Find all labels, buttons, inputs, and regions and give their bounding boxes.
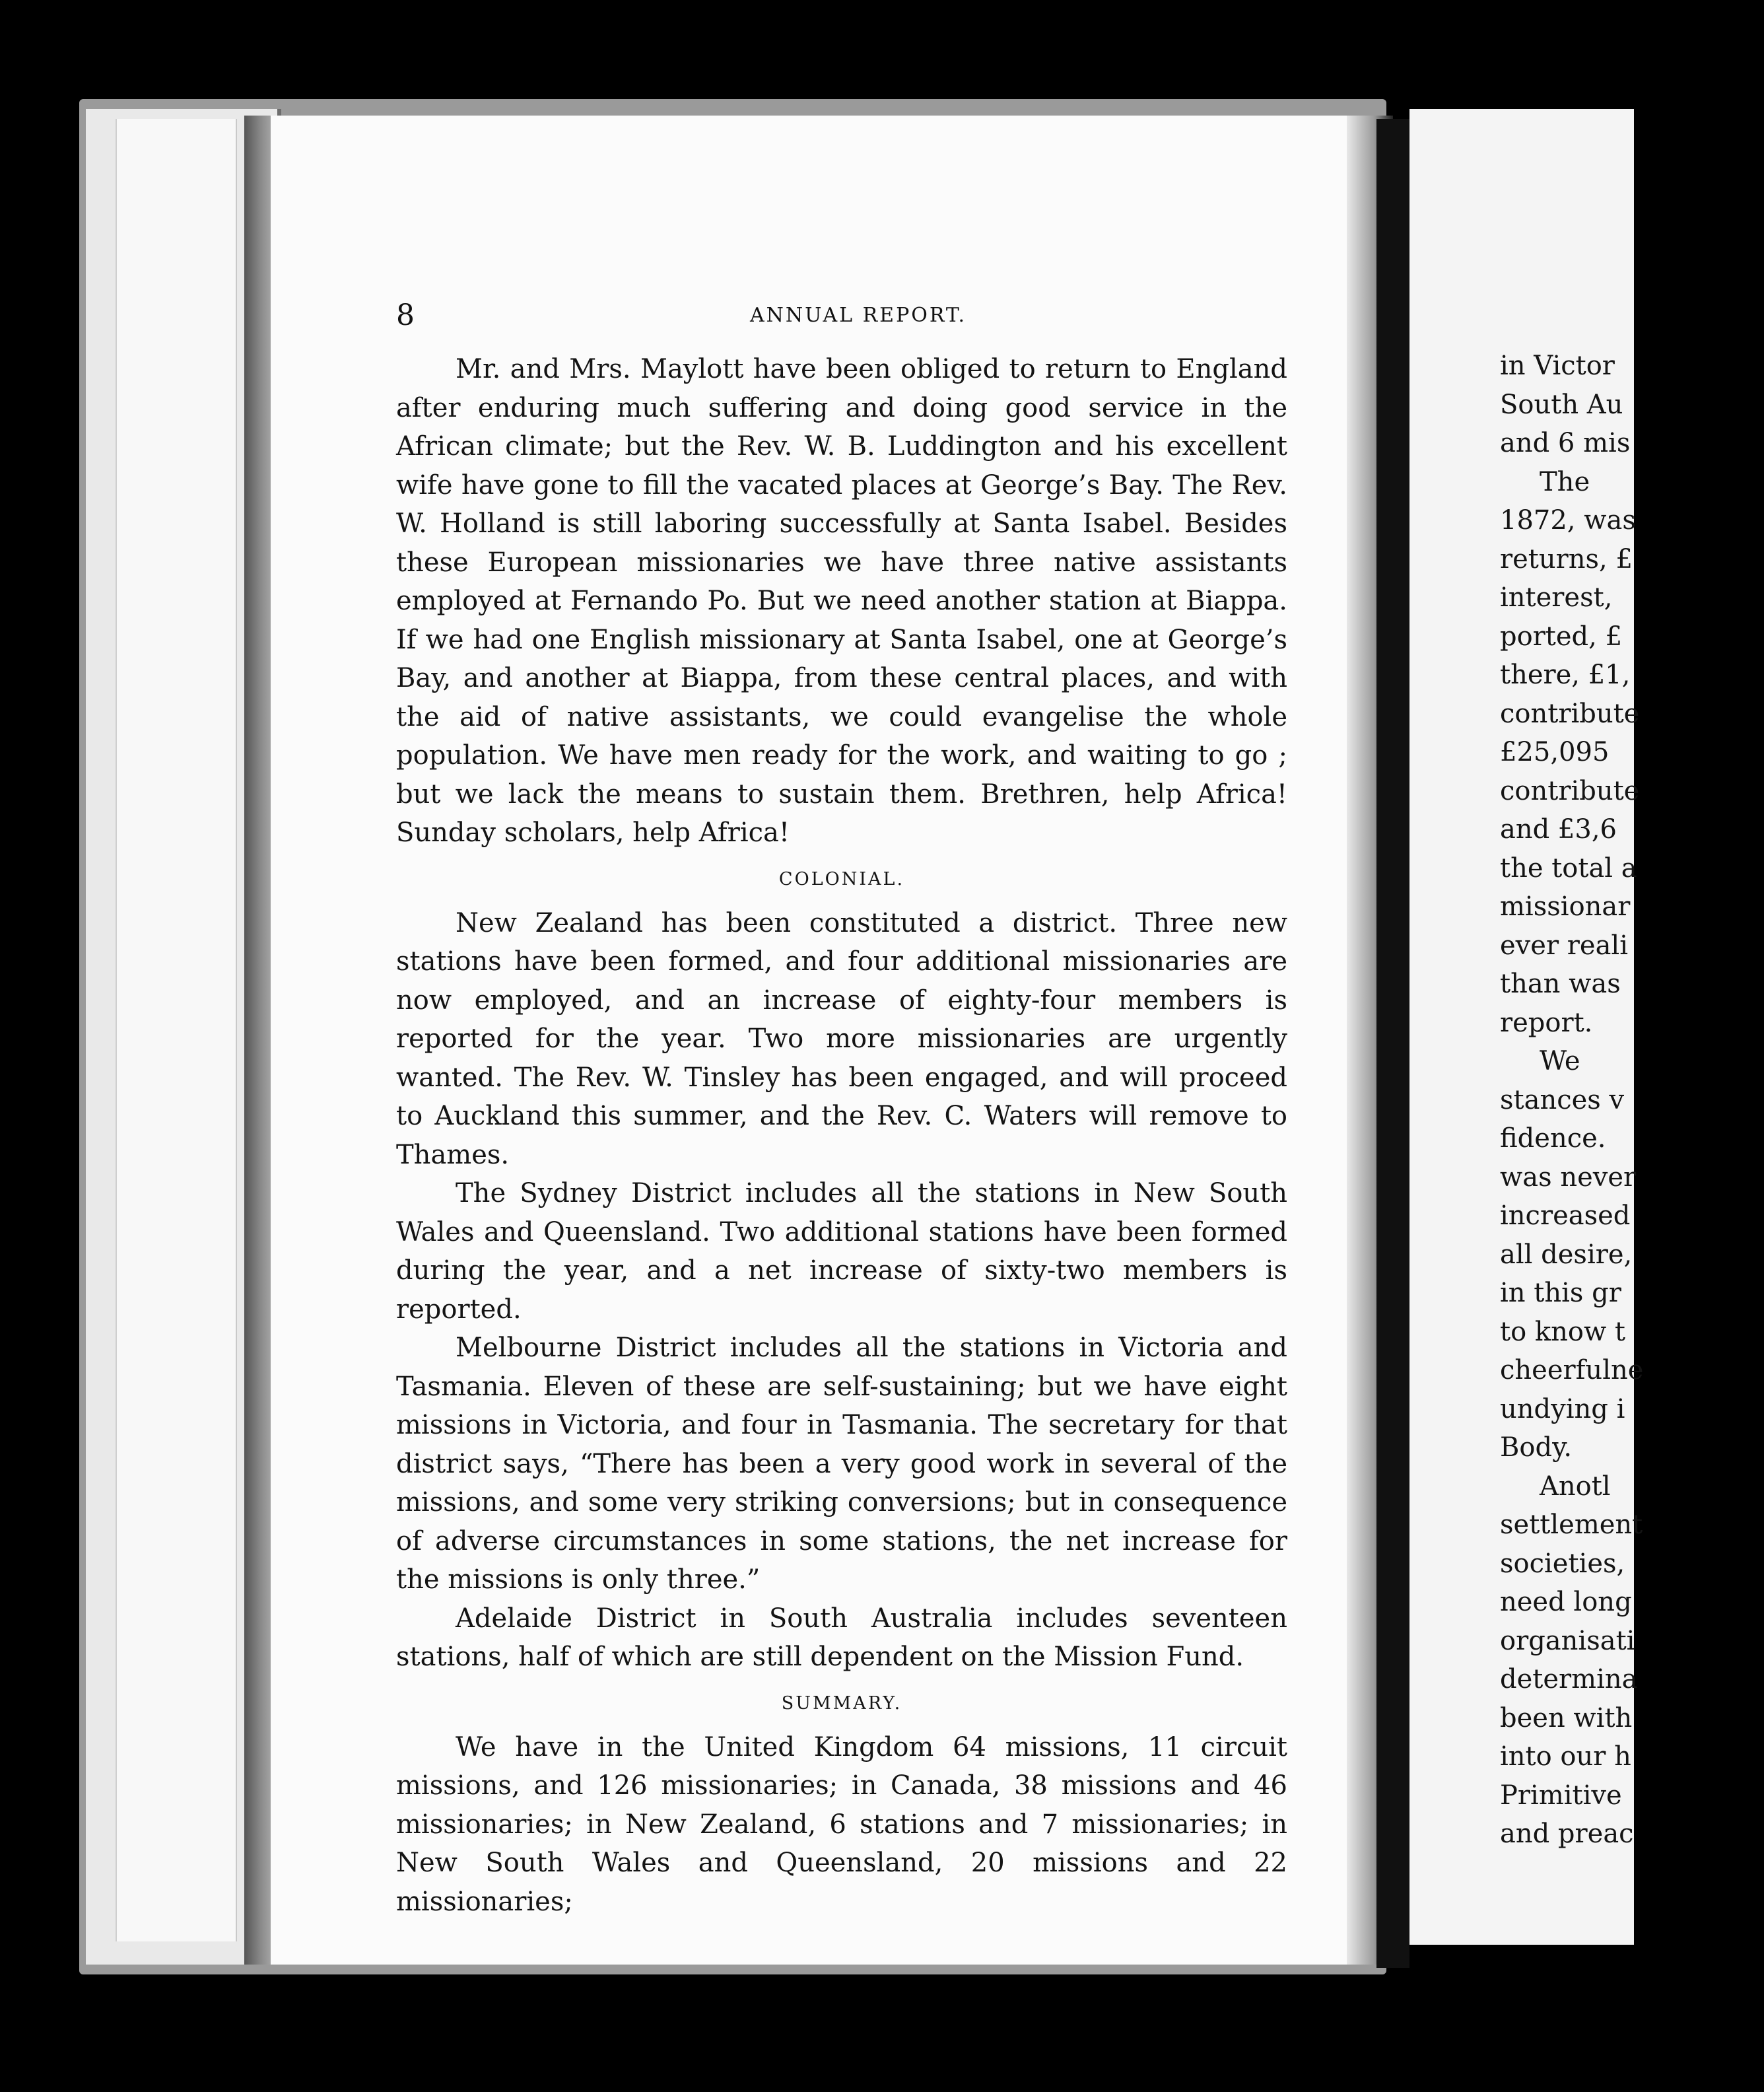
page-edges	[116, 119, 237, 1941]
right-page-line: in this gr	[1500, 1278, 1621, 1308]
right-page-line: and preac	[1500, 1819, 1634, 1849]
right-page-line: determina	[1500, 1664, 1638, 1694]
right-page-line: The	[1540, 466, 1590, 497]
paragraph: New Zealand has been constituted a district. Three new stations have been formed, and four additional missionaries are now employed, and an increase of eighty-four members is reported for the year. Two more missionaries are urgently wanted. The Rev. W. Tinsley has been engaged, and will proceed to Auckland this summer, and the Rev. C. Waters will remove to Thames.	[396, 907, 1287, 1170]
page-number: 8	[396, 298, 415, 332]
right-page-line: need long	[1500, 1587, 1632, 1617]
right-page-line: ported, £	[1500, 621, 1623, 652]
right-page-line: Body.	[1500, 1432, 1573, 1463]
right-page-line: to know t	[1500, 1316, 1625, 1347]
right-page-line: and £3,6	[1500, 814, 1617, 845]
paragraph: Adelaide District in South Australia includes seventeen stations, half of which are still dependent on the Mission Fund.	[396, 1603, 1287, 1672]
right-page-line: contribute	[1500, 775, 1640, 806]
paragraph: We have in the United Kingdom 64 missions, 11 circuit missions, and 126 missionaries; in Canada, 38 missions and 46 missionaries; in New Zealand, 6 stations and 7 missionaries; in New South Wales and Queensland, 20 missions and 22 missionaries;	[396, 1731, 1287, 1917]
page-body	[396, 350, 1287, 1921]
right-page-line: 1872, was	[1500, 505, 1636, 536]
right-page-line: cheerfulne	[1500, 1355, 1644, 1385]
right-page-line: the total a	[1500, 853, 1637, 884]
right-page-line: returns, £	[1500, 543, 1633, 575]
right-page-line: interest,	[1500, 582, 1613, 613]
right-page-line: £25,095	[1500, 737, 1610, 767]
right-page-line: missionar	[1500, 891, 1631, 922]
right-page-line: contribute	[1500, 698, 1640, 729]
right-page-line: settlement	[1500, 1510, 1643, 1540]
right-page-line: fidence.	[1500, 1123, 1606, 1154]
right-page-line: undying i	[1500, 1393, 1625, 1424]
right-page-line: societies,	[1500, 1548, 1625, 1579]
running-head-title: ANNUAL REPORT.	[749, 304, 967, 327]
paragraph: Mr. and Mrs. Maylott have been obliged to return to England after enduring much suffering and doing good service in the African climate; but the Rev. W. B. Luddington and his excellent wife have gone to fill the vacated places at George’s Bay. The Rev. W. Holland is still laboring successfully at Santa Isabel. Besides these European missionaries we have three native assistants employed at Fernando Po. But we need another station at Biappa. If we had one English missionary at Santa Isabel, one at George’s Bay, and another at Biappa, from these central places, and with the aid of native assistants, we could evangelise the whole population. We have men ready for the work, and waiting to go ; but we lack the means to sustain them. Brethren, help Africa! Sunday scholars, help Africa!	[396, 354, 1287, 848]
right-page-line: than was	[1500, 969, 1621, 999]
right-page-line: into our h	[1500, 1741, 1631, 1772]
right-page-line: been with	[1500, 1702, 1633, 1733]
right-page-line: in Victor	[1500, 351, 1615, 381]
running-head	[396, 298, 1294, 331]
section-heading-colonial: COLONIAL.	[778, 868, 905, 889]
right-page-line: organisati	[1500, 1625, 1635, 1656]
paragraph: The Sydney District includes all the stations in New South Wales and Queensland. Two additional stations have been formed during the year, and a net increase of sixty-two members is reported.	[396, 1178, 1287, 1325]
right-page-text	[1500, 347, 1764, 1854]
right-page-line: report.	[1500, 1007, 1593, 1038]
right-page-line: Anotl	[1540, 1471, 1611, 1502]
right-page-line: and 6 mis	[1500, 428, 1631, 458]
right-page-line: all desire,	[1500, 1239, 1633, 1270]
book-spine	[1376, 119, 1409, 1968]
right-page-line: South Au	[1500, 389, 1623, 420]
right-page-line: there, £1,	[1500, 660, 1631, 690]
paragraph: Melbourne District includes all the stations in Victoria and Tasmania. Eleven of these are self-sustaining; but we have eight missions in Victoria, and four in Tasmania. The secretary for that district says, “There has been a very good work in several of the missions, and some very striking conversions; but in consequence of adverse circumstances in some stations, the net increase for the missions is only three.”	[396, 1333, 1287, 1595]
right-page-line: stances v	[1500, 1084, 1625, 1115]
right-page-line: ever reali	[1500, 930, 1629, 961]
right-page-line: increased	[1500, 1201, 1631, 1231]
right-page-line: was never	[1500, 1162, 1637, 1193]
right-page-line: We	[1540, 1046, 1580, 1076]
section-heading-summary: SUMMARY.	[781, 1692, 902, 1714]
right-page-line: Primitive	[1500, 1780, 1622, 1811]
